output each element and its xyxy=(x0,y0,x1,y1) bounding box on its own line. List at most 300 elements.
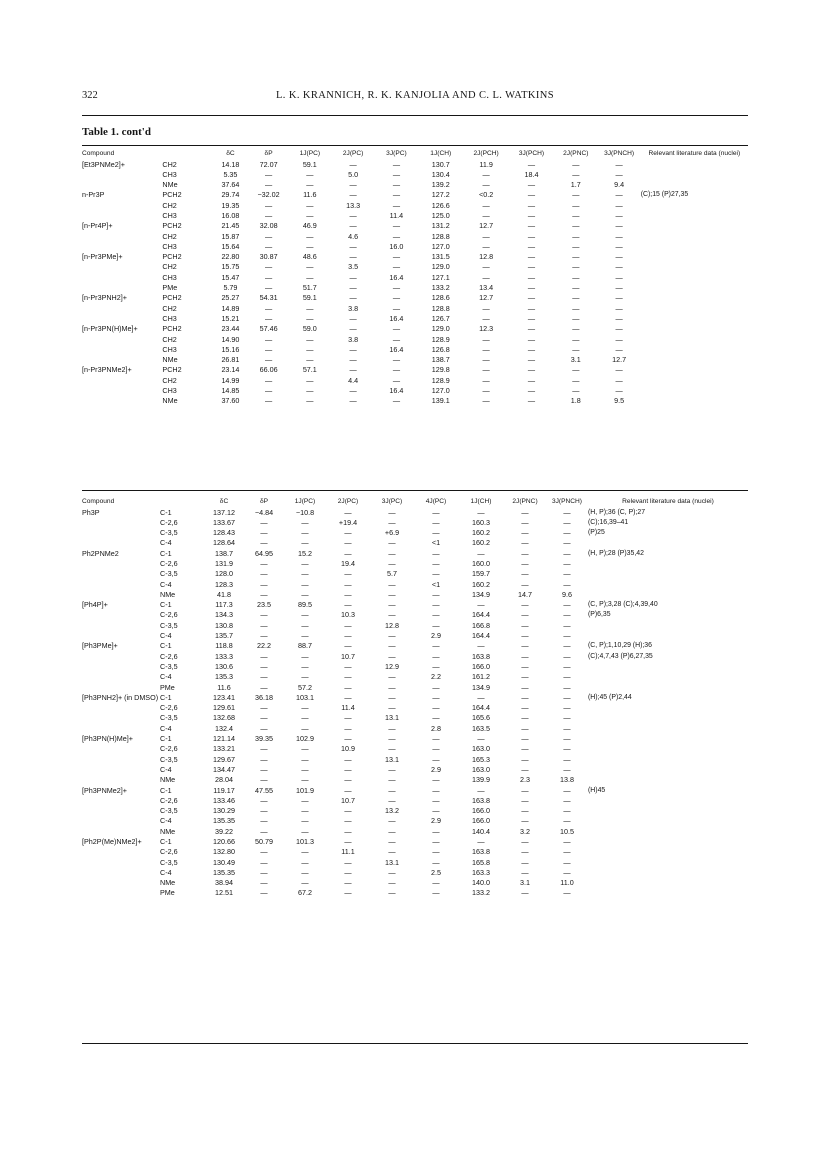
table-cell: — xyxy=(482,375,490,385)
table-row xyxy=(82,744,748,754)
table-cell: 160.0 xyxy=(472,558,490,568)
table-cell: — xyxy=(482,303,490,313)
table-cell: CH3 xyxy=(162,313,177,323)
table-cell: — xyxy=(264,200,273,210)
table-cell: 9.4 xyxy=(614,180,625,190)
table-cell: — xyxy=(527,334,536,344)
table-cell: — xyxy=(563,806,571,816)
table-cell: — xyxy=(527,303,536,313)
table-cell: 59.0 xyxy=(302,324,317,334)
table-cell: — xyxy=(521,734,529,744)
table-cell: 128.64 xyxy=(213,538,235,548)
table-cell: — xyxy=(615,365,623,375)
table-cell: 14.90 xyxy=(221,334,240,344)
table-row xyxy=(82,888,748,898)
table-cell: — xyxy=(563,507,571,517)
table-cell: 13.8 xyxy=(560,775,574,785)
table-cell: — xyxy=(344,507,352,517)
table-cell: — xyxy=(392,252,400,262)
table-cell: — xyxy=(563,682,571,692)
table-cell: 57.2 xyxy=(298,682,312,692)
table-cell: — xyxy=(306,262,314,272)
table-cell: — xyxy=(301,631,309,641)
table-cell: 133.3 xyxy=(215,651,233,661)
table-cell: — xyxy=(260,888,268,898)
table-cell: — xyxy=(260,651,268,661)
table-cell: 132.4 xyxy=(215,723,233,733)
table-cell: — xyxy=(260,610,268,620)
table-cell xyxy=(588,703,748,713)
table-cell: 139.2 xyxy=(431,180,450,190)
table-cell: 26.81 xyxy=(221,355,240,365)
table-cell: — xyxy=(264,344,273,354)
table-cell xyxy=(588,816,748,826)
table-cell: 130.4 xyxy=(431,169,450,179)
table-cell: 23.44 xyxy=(221,324,240,334)
table-cell: — xyxy=(572,159,580,169)
table1-col-header: δP xyxy=(264,150,273,157)
table-cell: — xyxy=(349,313,357,323)
table-cell: — xyxy=(344,600,352,610)
table-row xyxy=(82,242,748,252)
table2-col-header: Relevant literature data (nuclei) xyxy=(622,498,714,505)
table-cell: — xyxy=(392,283,400,293)
table-row xyxy=(82,868,748,878)
table-row xyxy=(82,262,748,272)
table-cell: 131.9 xyxy=(215,558,233,568)
table-cell xyxy=(588,837,748,847)
table-cell: — xyxy=(388,847,396,857)
table-cell: 12.8 xyxy=(385,620,399,630)
table-cell: — xyxy=(563,785,571,795)
table-cell: — xyxy=(432,651,440,661)
table-cell: — xyxy=(344,641,352,651)
table-cell: — xyxy=(344,816,352,826)
table-cell: — xyxy=(392,221,400,231)
table-cell: 164.4 xyxy=(472,631,490,641)
table-cell: — xyxy=(477,692,485,702)
table-cell: 166.8 xyxy=(472,620,490,630)
table-cell: — xyxy=(482,241,490,251)
table2-col-header: 2J(PNC) xyxy=(512,498,538,505)
table-cell: C-3,5 xyxy=(160,806,178,816)
table-cell: — xyxy=(527,159,536,169)
table-cell xyxy=(82,631,160,641)
table-cell: 102.9 xyxy=(296,734,314,744)
table-cell: — xyxy=(432,528,440,538)
table-cell: — xyxy=(260,867,268,877)
table-cell xyxy=(641,242,748,252)
table-cell: 5.0 xyxy=(348,169,359,179)
table-cell: 123.41 xyxy=(213,692,235,702)
table-cell xyxy=(641,262,748,272)
table-cell: — xyxy=(572,334,580,344)
table-cell: [Ph3PNMe2]+ xyxy=(82,785,127,795)
table-row xyxy=(82,755,748,765)
table-cell: — xyxy=(527,200,536,210)
table-cell: — xyxy=(344,806,352,816)
table-cell: 129.8 xyxy=(431,365,450,375)
table-cell: 12.9 xyxy=(385,661,399,671)
table-cell: — xyxy=(349,324,357,334)
table-cell: — xyxy=(572,262,580,272)
table-cell: <1 xyxy=(431,579,441,589)
table-cell xyxy=(588,713,748,723)
table-cell: — xyxy=(349,190,357,200)
table-cell: — xyxy=(392,169,400,179)
table-cell: 22.2 xyxy=(257,641,271,651)
table-cell: — xyxy=(432,589,440,599)
table-cell: (C, P);3,28 (C);4,39,40 xyxy=(588,601,658,609)
table-cell: — xyxy=(306,303,314,313)
table-cell: — xyxy=(432,713,440,723)
table-1-body xyxy=(82,160,748,407)
table-cell: — xyxy=(527,231,536,241)
table-cell: — xyxy=(615,386,623,396)
table-cell: C-1 xyxy=(160,507,172,517)
table-cell: — xyxy=(260,878,268,888)
table-cell: — xyxy=(572,241,580,251)
table-cell: Ph3P xyxy=(82,507,100,517)
table-cell: 32.08 xyxy=(259,221,278,231)
table-cell: 13.2 xyxy=(385,806,399,816)
table-cell: — xyxy=(432,620,440,630)
table-cell: — xyxy=(521,569,529,579)
table-cell: — xyxy=(301,672,309,682)
table-cell: — xyxy=(563,641,571,651)
table-cell: 165.3 xyxy=(472,754,490,764)
table-cell: — xyxy=(527,210,536,220)
table-cell: — xyxy=(563,672,571,682)
table-caption: Table 1. cont'd xyxy=(82,126,151,138)
table-cell: — xyxy=(301,589,309,599)
table-cell: (H, P);28 (P)35,42 xyxy=(588,549,644,557)
table-cell xyxy=(588,806,748,816)
table-cell: 101.3 xyxy=(296,837,314,846)
table-cell xyxy=(641,304,748,314)
table-cell: — xyxy=(260,579,268,589)
table-cell: — xyxy=(392,262,400,272)
table-cell: 11.4 xyxy=(341,703,355,713)
table-cell: 133.67 xyxy=(213,517,235,527)
table-cell: — xyxy=(344,785,352,795)
table-row xyxy=(82,878,748,888)
table-cell: 160.3 xyxy=(472,517,490,527)
table-cell: — xyxy=(349,283,357,293)
table-cell xyxy=(82,590,160,600)
table1-col-header: 2J(PCH) xyxy=(473,150,499,157)
table-cell: 14.7 xyxy=(518,589,532,599)
table-cell xyxy=(82,744,160,754)
table-cell: — xyxy=(344,826,352,836)
table-1 xyxy=(82,150,748,407)
table-cell: CH2 xyxy=(162,303,177,313)
table-cell xyxy=(82,355,162,365)
table-cell: — xyxy=(264,272,273,282)
table-cell: — xyxy=(264,169,273,179)
table-cell: — xyxy=(344,713,352,723)
table-cell: [n-Pr3PN(H)Me]+ xyxy=(82,324,138,334)
table-cell: — xyxy=(521,806,529,816)
table-cell: 163.0 xyxy=(472,744,490,754)
table-cell: — xyxy=(388,682,396,692)
table-cell: <1 xyxy=(431,538,441,548)
table-cell: — xyxy=(482,344,490,354)
table-cell: 130.29 xyxy=(213,806,235,816)
table-cell: — xyxy=(344,754,352,764)
table-cell: — xyxy=(615,293,623,303)
table-cell: — xyxy=(482,396,490,406)
table-cell: — xyxy=(260,528,268,538)
table-cell: 133.2 xyxy=(431,283,450,293)
table-cell: — xyxy=(264,303,273,313)
table-cell: (C, P);1,10,29 (H);36 xyxy=(588,642,652,650)
table-cell xyxy=(588,827,748,837)
table-cell: — xyxy=(306,313,314,323)
table-cell: — xyxy=(392,396,400,406)
table-cell: 12.7 xyxy=(612,355,627,365)
table-row xyxy=(82,652,748,662)
table-cell: CH3 xyxy=(162,344,177,354)
table-cell: 2.9 xyxy=(431,816,441,826)
running-header xyxy=(82,90,748,106)
table-cell: — xyxy=(563,528,571,538)
table-cell xyxy=(82,386,162,396)
table-cell: — xyxy=(563,847,571,857)
table-cell: C-1 xyxy=(160,548,172,558)
table-cell: — xyxy=(563,517,571,527)
table-cell: 164.4 xyxy=(472,703,490,713)
table-cell: — xyxy=(388,703,396,713)
table-cell: — xyxy=(264,313,273,323)
table-cell: — xyxy=(388,723,396,733)
table-row xyxy=(82,538,748,548)
table-cell: — xyxy=(615,231,623,241)
table-separator-rule xyxy=(82,490,748,491)
table-cell: CH2 xyxy=(162,334,177,344)
table-cell: — xyxy=(306,241,314,251)
table-cell: (C);16,39–41 xyxy=(588,518,629,526)
table-cell: — xyxy=(563,538,571,548)
table-cell: — xyxy=(477,734,485,744)
table-row xyxy=(82,713,748,723)
table-cell: C-3,5 xyxy=(160,857,178,867)
table-cell: — xyxy=(344,692,352,702)
table-cell: [Ph3PNH2]+ (in DMSO) xyxy=(82,692,159,702)
table-cell: — xyxy=(477,785,485,795)
table-cell: 166.0 xyxy=(472,816,490,826)
table-cell: — xyxy=(388,641,396,651)
table-cell: — xyxy=(521,857,529,867)
table-cell: 15.75 xyxy=(221,262,240,272)
table-cell: PCH2 xyxy=(162,365,182,375)
table-cell: — xyxy=(615,221,623,231)
table-cell: — xyxy=(615,200,623,210)
table-cell: — xyxy=(572,272,580,282)
table-row xyxy=(82,324,748,334)
table-cell: — xyxy=(482,180,490,190)
table-cell: — xyxy=(392,324,400,334)
table-cell xyxy=(82,652,160,662)
table-cell: 103.1 xyxy=(296,692,314,702)
table-cell: — xyxy=(521,744,529,754)
table-cell: — xyxy=(301,744,309,754)
table-cell xyxy=(588,569,748,579)
table-cell: 59.1 xyxy=(302,293,317,303)
table-cell: — xyxy=(306,344,314,354)
table-cell: — xyxy=(344,857,352,867)
table-cell: 130.8 xyxy=(215,620,233,630)
table-cell: — xyxy=(527,375,536,385)
table-cell: 15.2 xyxy=(298,548,312,558)
table-cell: 133.2 xyxy=(472,888,490,898)
table-cell: 89.5 xyxy=(298,600,312,610)
table-cell xyxy=(82,396,162,406)
table-cell: CH2 xyxy=(162,159,177,169)
table-cell: — xyxy=(349,221,357,231)
table-cell: — xyxy=(344,569,352,579)
table-cell: 66.06 xyxy=(259,365,278,375)
table-cell: — xyxy=(260,816,268,826)
table-cell: 15.47 xyxy=(221,272,240,282)
table-cell xyxy=(82,703,160,713)
table-cell: 140.0 xyxy=(472,878,490,888)
table-cell: 39.22 xyxy=(215,826,233,836)
table-cell: 131.2 xyxy=(431,221,450,231)
table1-col-header xyxy=(162,150,211,160)
table-cell: 134.3 xyxy=(215,610,233,620)
table-cell: — xyxy=(344,661,352,671)
table-cell: — xyxy=(301,528,309,538)
table-cell: −4.84 xyxy=(254,507,274,517)
table-cell: — xyxy=(563,631,571,641)
table-cell: — xyxy=(388,672,396,682)
table-row xyxy=(82,580,748,590)
table-cell: 101.9 xyxy=(296,785,314,795)
table-cell: — xyxy=(482,200,490,210)
table2-col-header xyxy=(160,498,204,508)
table-cell: 16.4 xyxy=(389,272,404,282)
table-cell: 126.7 xyxy=(431,313,450,323)
table-cell: (C);15 (P)27,35 xyxy=(640,191,689,199)
table-cell xyxy=(641,335,748,345)
table-cell: — xyxy=(563,703,571,713)
table-cell xyxy=(82,314,162,324)
table-cell: 126.8 xyxy=(431,344,450,354)
table-cell: — xyxy=(388,631,396,641)
table-cell: CH3 xyxy=(162,241,177,251)
table-cell: PMe xyxy=(160,888,175,898)
table-cell: — xyxy=(563,651,571,661)
table-row xyxy=(82,796,748,806)
table-cell: — xyxy=(432,548,440,558)
table-cell: — xyxy=(521,816,529,826)
table-cell: 21.45 xyxy=(221,221,240,231)
table-cell xyxy=(641,293,748,303)
table-cell: — xyxy=(264,386,273,396)
table-cell: [Ph4P]+ xyxy=(82,600,108,610)
table-cell: — xyxy=(521,558,529,568)
table-cell xyxy=(588,858,748,868)
table-row xyxy=(82,293,748,303)
table-cell xyxy=(82,262,162,272)
table-cell: — xyxy=(572,375,580,385)
table-cell: [n-Pr3PMe]+ xyxy=(82,252,123,262)
table-cell: — xyxy=(563,548,571,558)
table1-col-header: Compound xyxy=(82,150,115,157)
table-cell: 48.6 xyxy=(302,252,317,262)
table-cell: 72.07 xyxy=(259,159,278,169)
table-cell: [Ph2P(Me)NMe2]+ xyxy=(82,837,142,846)
table-cell: 13.4 xyxy=(479,283,494,293)
table-cell: — xyxy=(301,620,309,630)
table-row xyxy=(82,600,748,610)
table-cell: 138.7 xyxy=(215,548,233,558)
table-cell: — xyxy=(477,837,485,846)
table-cell: — xyxy=(260,661,268,671)
table-cell: — xyxy=(482,262,490,272)
table-row xyxy=(82,518,748,528)
table-cell: 163.0 xyxy=(472,764,490,774)
table-cell: — xyxy=(260,569,268,579)
table-2-header xyxy=(82,498,748,508)
table-cell: — xyxy=(344,672,352,682)
table-cell: CH2 xyxy=(162,200,177,210)
table-cell: — xyxy=(301,579,309,589)
table-cell: 23.5 xyxy=(257,600,271,610)
table-cell: — xyxy=(301,569,309,579)
table-cell: — xyxy=(344,888,352,898)
table-cell: CH3 xyxy=(162,386,177,396)
table-cell: 10.5 xyxy=(560,826,574,836)
table-cell: 121.14 xyxy=(213,734,235,744)
table1-col-header: 1J(CH) xyxy=(430,150,452,157)
table-cell: — xyxy=(521,847,529,857)
table-cell: — xyxy=(388,579,396,589)
table-cell: — xyxy=(388,888,396,898)
table-cell: — xyxy=(432,795,440,805)
table-cell: — xyxy=(527,283,536,293)
table-cell: — xyxy=(388,744,396,754)
table-cell: 129.67 xyxy=(213,754,235,764)
table-cell: — xyxy=(306,396,314,406)
table-cell xyxy=(641,211,748,221)
table-cell: — xyxy=(344,723,352,733)
table-cell: CH3 xyxy=(162,169,177,179)
table-cell: — xyxy=(306,200,314,210)
table-cell: 15.16 xyxy=(221,344,240,354)
table-cell: (H);45 (P)2,44 xyxy=(588,693,632,701)
table-cell: — xyxy=(477,600,485,610)
table-cell: 140.4 xyxy=(472,826,490,836)
table-cell: — xyxy=(432,744,440,754)
table-cell: — xyxy=(527,272,536,282)
table-cell: — xyxy=(521,672,529,682)
table-cell: — xyxy=(301,713,309,723)
table-cell: — xyxy=(563,661,571,671)
table-cell: 10.7 xyxy=(341,795,355,805)
table-cell: — xyxy=(572,344,580,354)
table-cell xyxy=(588,775,748,785)
table-cell xyxy=(82,796,160,806)
table-cell: — xyxy=(482,355,490,365)
table-cell: <0.2 xyxy=(479,190,494,200)
table-cell: — xyxy=(344,548,352,558)
table-cell: C-4 xyxy=(160,816,172,826)
table-cell: — xyxy=(572,386,580,396)
table-cell: — xyxy=(615,190,623,200)
table-cell: 130.49 xyxy=(213,857,235,867)
